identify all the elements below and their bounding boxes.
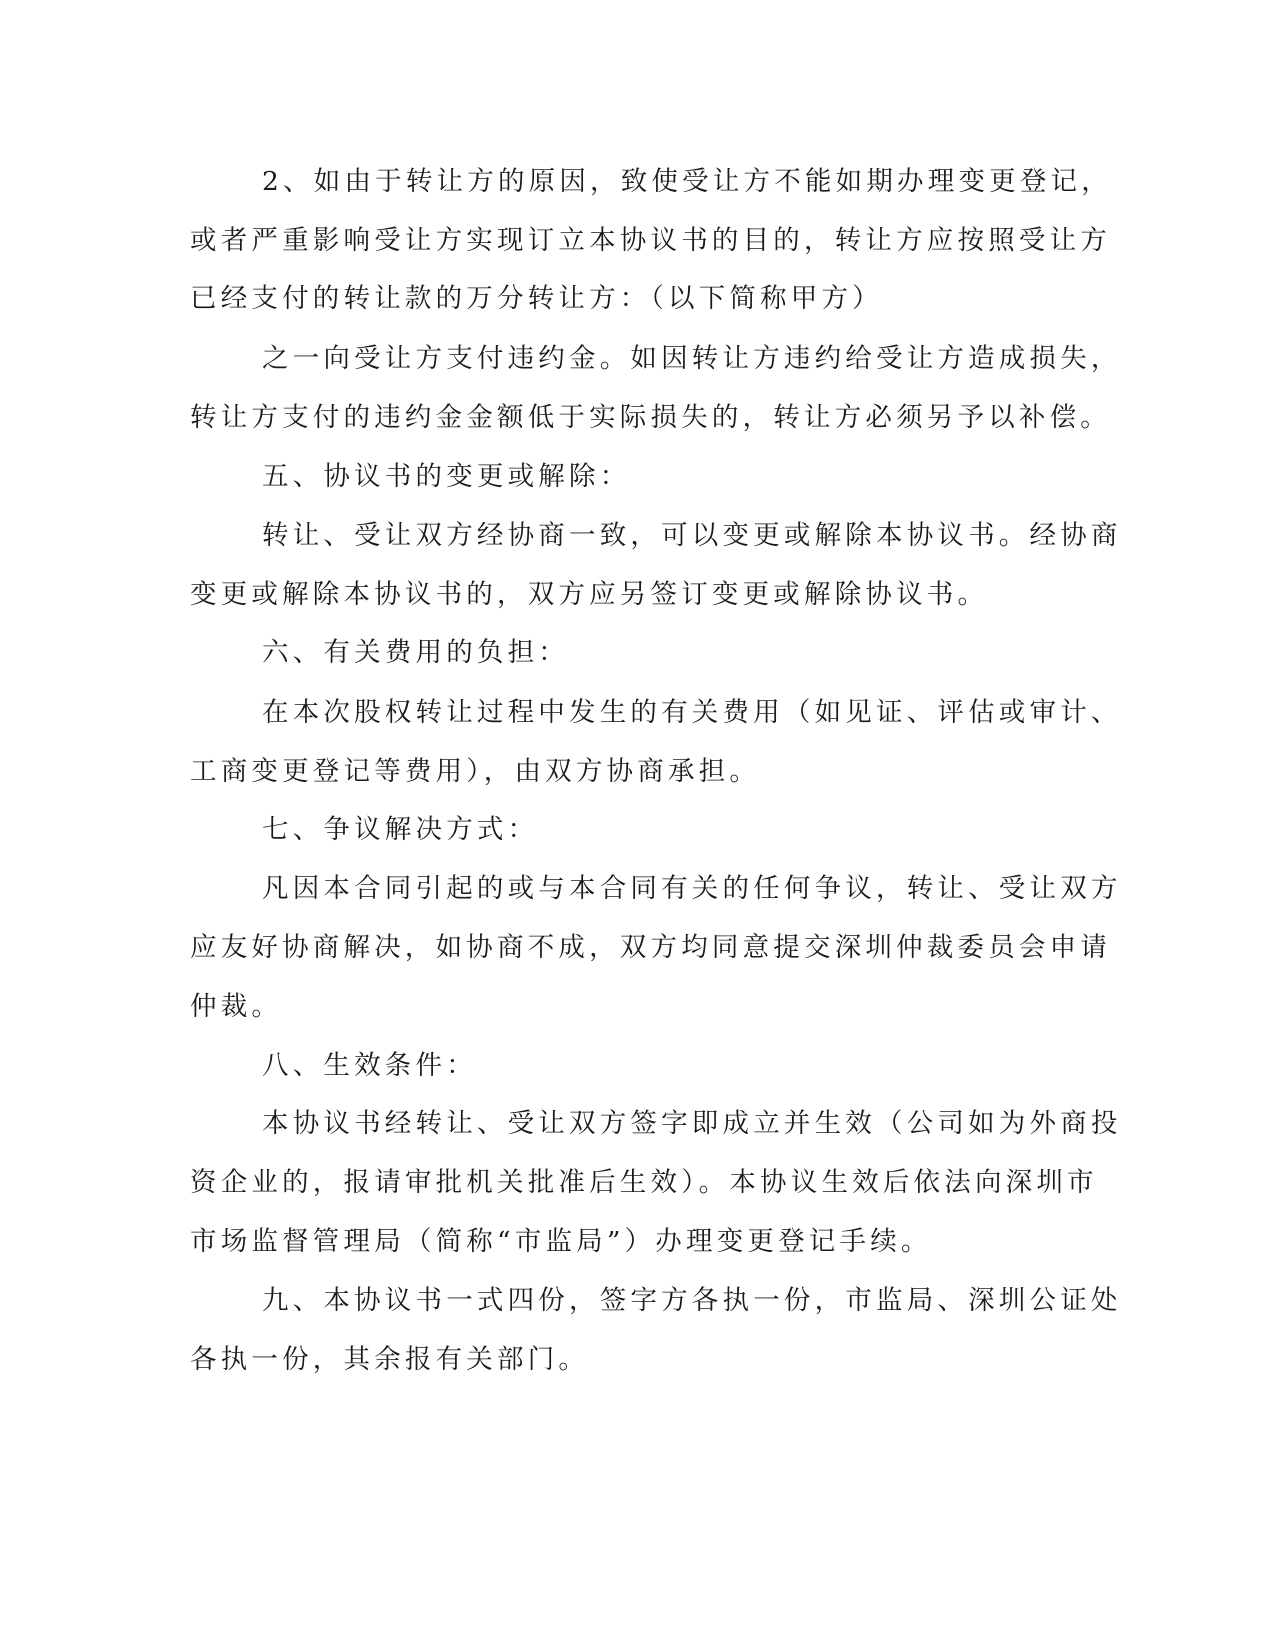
section-heading: 八、生效条件： <box>262 1050 477 1081</box>
text-line: 九、本协议书一式四份，签字方各执一份，市监局、深圳公证处 <box>262 1285 1122 1316</box>
text-line: 2、如由于转让方的原因，致使受让方不能如期办理变更登记， <box>262 166 1112 197</box>
text-line: 应友好协商解决，如协商不成，双方均同意提交深圳仲裁委员会申请 <box>190 932 1111 963</box>
text-line: 已经支付的转让款的万分转让方：（以下简称甲方） <box>190 283 883 314</box>
text-line: 仲裁。 <box>190 991 283 1022</box>
text-line: 转让方支付的违约金金额低于实际损失的，转让方必须另予以补偿。 <box>190 402 1111 433</box>
text-line: 变更或解除本协议书的，双方应另签订变更或解除协议书。 <box>190 579 989 610</box>
section-heading: 七、争议解决方式： <box>262 814 539 845</box>
text-line: 在本次股权转让过程中发生的有关费用（如见证、评估或审计、 <box>262 697 1122 728</box>
text-line: 市场监督管理局（简称“市监局”）办理变更登记手续。 <box>190 1226 932 1257</box>
text-line: 工商变更登记等费用），由双方协商承担。 <box>190 756 761 787</box>
section-heading: 六、有关费用的负担： <box>262 637 569 668</box>
section-heading: 五、协议书的变更或解除： <box>262 461 631 492</box>
text-line: 本协议书经转让、受让双方签字即成立并生效（公司如为外商投 <box>262 1108 1122 1139</box>
text-line: 资企业的，报请审批机关批准后生效）。本协议生效后依法向深圳市 <box>190 1167 1098 1198</box>
text-line: 各执一份，其余报有关部门。 <box>190 1344 590 1375</box>
text-line: 或者严重影响受让方实现订立本协议书的目的，转让方应按照受让方 <box>190 225 1111 256</box>
text-line: 凡因本合同引起的或与本合同有关的任何争议，转让、受让双方 <box>262 873 1122 904</box>
text-line: 转让、受让双方经协商一致，可以变更或解除本协议书。经协商 <box>262 520 1122 551</box>
text-line: 之一向受让方支付违约金。如因转让方违约给受让方造成损失， <box>262 343 1122 374</box>
